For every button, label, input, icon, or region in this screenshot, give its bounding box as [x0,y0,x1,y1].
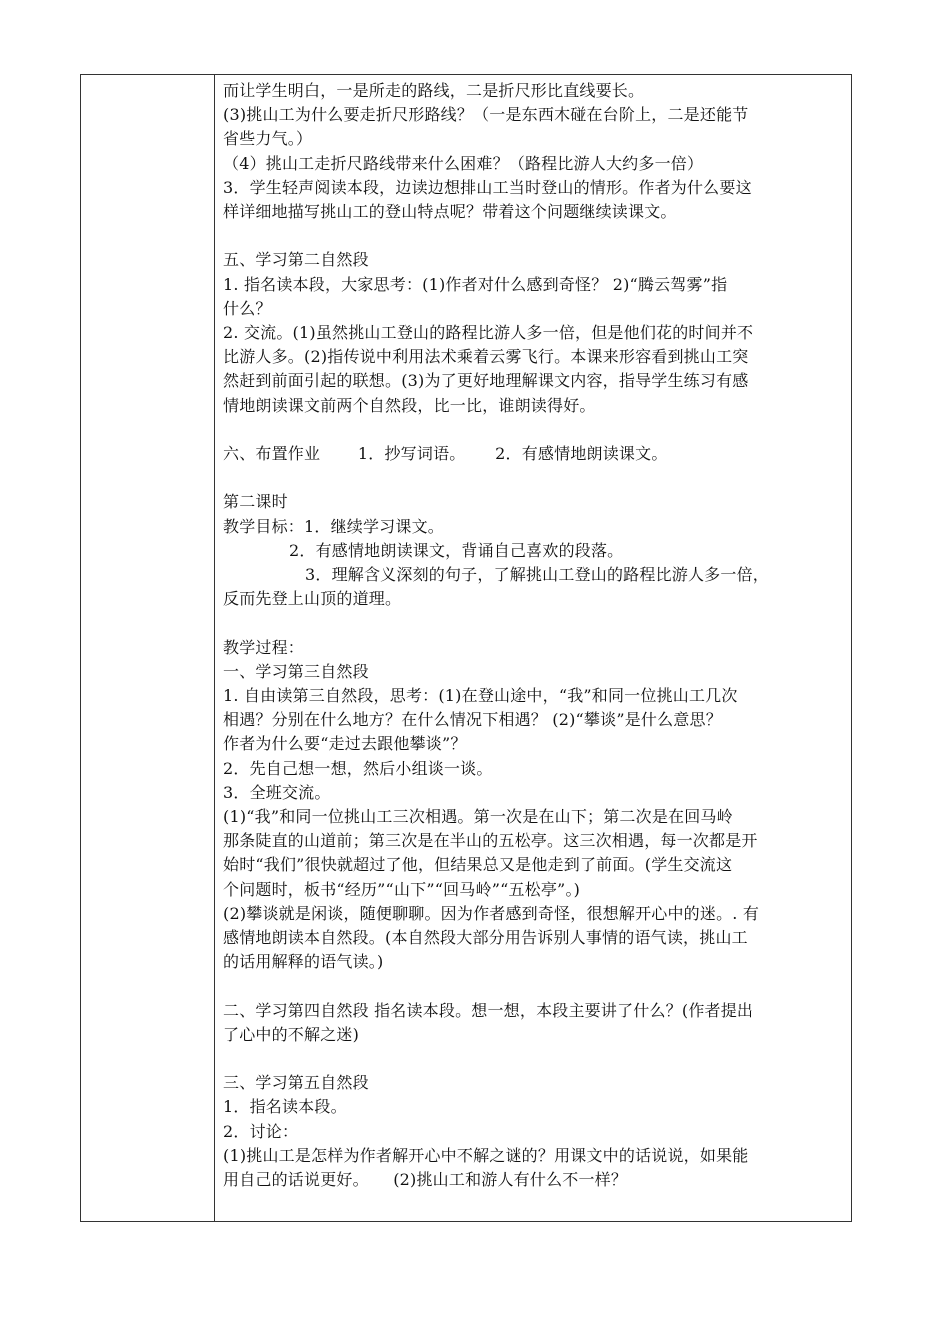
text-line: 始时“我们”很快就超过了他，但结果总又是他走到了前面。(学生交流这 [223,855,733,875]
text-line: 2．先自己想一想，然后小组谈一谈。 [223,758,493,778]
text-line: 而让学生明白，一是所走的路线，二是折尺形比直线要长。 [223,81,645,100]
text-line: 省些力气。） [223,129,313,149]
section-heading: 三、学习第五自然段 [223,1073,369,1093]
blank-line [223,974,843,998]
text-line: 相遇？分别在什么地方？在什么情况下相遇？ (2)“攀谈”是什么意思？ [223,710,722,730]
blank-line [223,1047,843,1071]
content-cell [215,75,851,1221]
text-line: 1．指名读本段。 [223,1097,347,1117]
text-line: 然赶到前面引起的联想。(3)为了更好地理解课文内容，指导学生练习有感 [223,371,749,391]
section-heading: 二、学习第四自然段 指名读本段。想一想，本段主要讲了什么？(作者提出 [223,1000,754,1020]
text-line: 2．有感情地朗读课文，背诵自己喜欢的段落。 [289,540,624,560]
left-column-cell [81,75,215,1221]
blank-line [223,611,843,635]
text-line: 感情地朗读本自然段。(本自然段大部分用告诉别人事情的语气读，挑山工 [223,928,748,948]
lesson-plan-table [80,74,852,1222]
text-line: 3．学生轻声阅读本段，边读边想排山工当时登山的情形。作者为什么要这 [223,177,752,197]
text-line: 个问题时，板书“经历”“山下”“回马岭”“五松亭”。) [223,879,581,899]
text-line: 反而先登上山顶的道理。 [223,589,402,609]
text-line: 3．理解含义深刻的句子，了解挑山工登山的路程比游人多一倍， [305,565,769,585]
blank-line [223,224,843,248]
text-line: 1. 自由读第三自然段，思考：(1)在登山途中，“我”和同一位挑山工几次 [223,686,738,706]
text-line: 比游人多。(2)指传说中利用法术乘着云雾飞行。本课来形容看到挑山工突 [223,347,749,367]
text-line: 的话用解释的语气读。) [223,952,384,972]
text-line: 教学目标：1．继续学习课文。 [223,516,444,536]
blank-line [223,466,843,490]
text-line: 什么？ [223,298,272,318]
text-line: 3．全班交流。 [223,782,331,802]
section-heading: 五、学习第二自然段 [223,250,369,270]
section-heading: 一、学习第三自然段 [223,661,369,681]
text-line: (3)挑山工为什么要走折尺形路线？（一是东西木碰在台阶上，二是还能节 [223,105,749,125]
text-line: （4）挑山工走折尺路线带来什么困难？（路程比游人大约多一倍） [223,153,704,173]
text-line: (2)攀谈就是闲谈，随便聊聊。因为作者感到奇怪，很想解开心中的迷。. 有 [223,903,760,923]
blank-line [223,418,843,442]
text-line: 用自己的话说更好。 (2)挑山工和游人有什么不一样？ [223,1170,628,1190]
text-line: 1. 指名读本段，大家思考：(1)作者对什么感到奇怪？ 2)“腾云驾雾”指 [223,274,728,294]
text-line: 2．讨论： [223,1121,299,1141]
text-line: 那条陡直的山道前；第三次是在半山的五松亭。这三次相遇，每一次都是开 [223,831,758,851]
section-heading: 六、布置作业 1．抄写词语。 2．有感情地朗读课文。 [223,444,668,464]
text-line: 2. 交流。(1)虽然挑山工登山的路程比游人多一倍，但是他们花的时间并不 [223,323,754,343]
text-line: 情地朗读课文前两个自然段，比一比，谁朗读得好。 [223,395,596,415]
text-line: 教学过程： [223,637,305,657]
text-line: 了心中的不解之迷) [223,1024,360,1044]
text-line: 作者为什么要“走过去跟他攀谈”？ [223,734,467,754]
text-line: 样详细地描写挑山工的登山特点呢？带着这个问题继续读课文。 [223,202,677,222]
lesson-heading: 第二课时 [223,492,288,512]
text-line: (1)挑山工是怎样为作者解开心中不解之谜的？用课文中的话说说，如果能 [223,1145,749,1165]
text-line: (1)“我”和同一位挑山工三次相遇。第一次是在山下；第二次是在回马岭 [223,807,733,827]
